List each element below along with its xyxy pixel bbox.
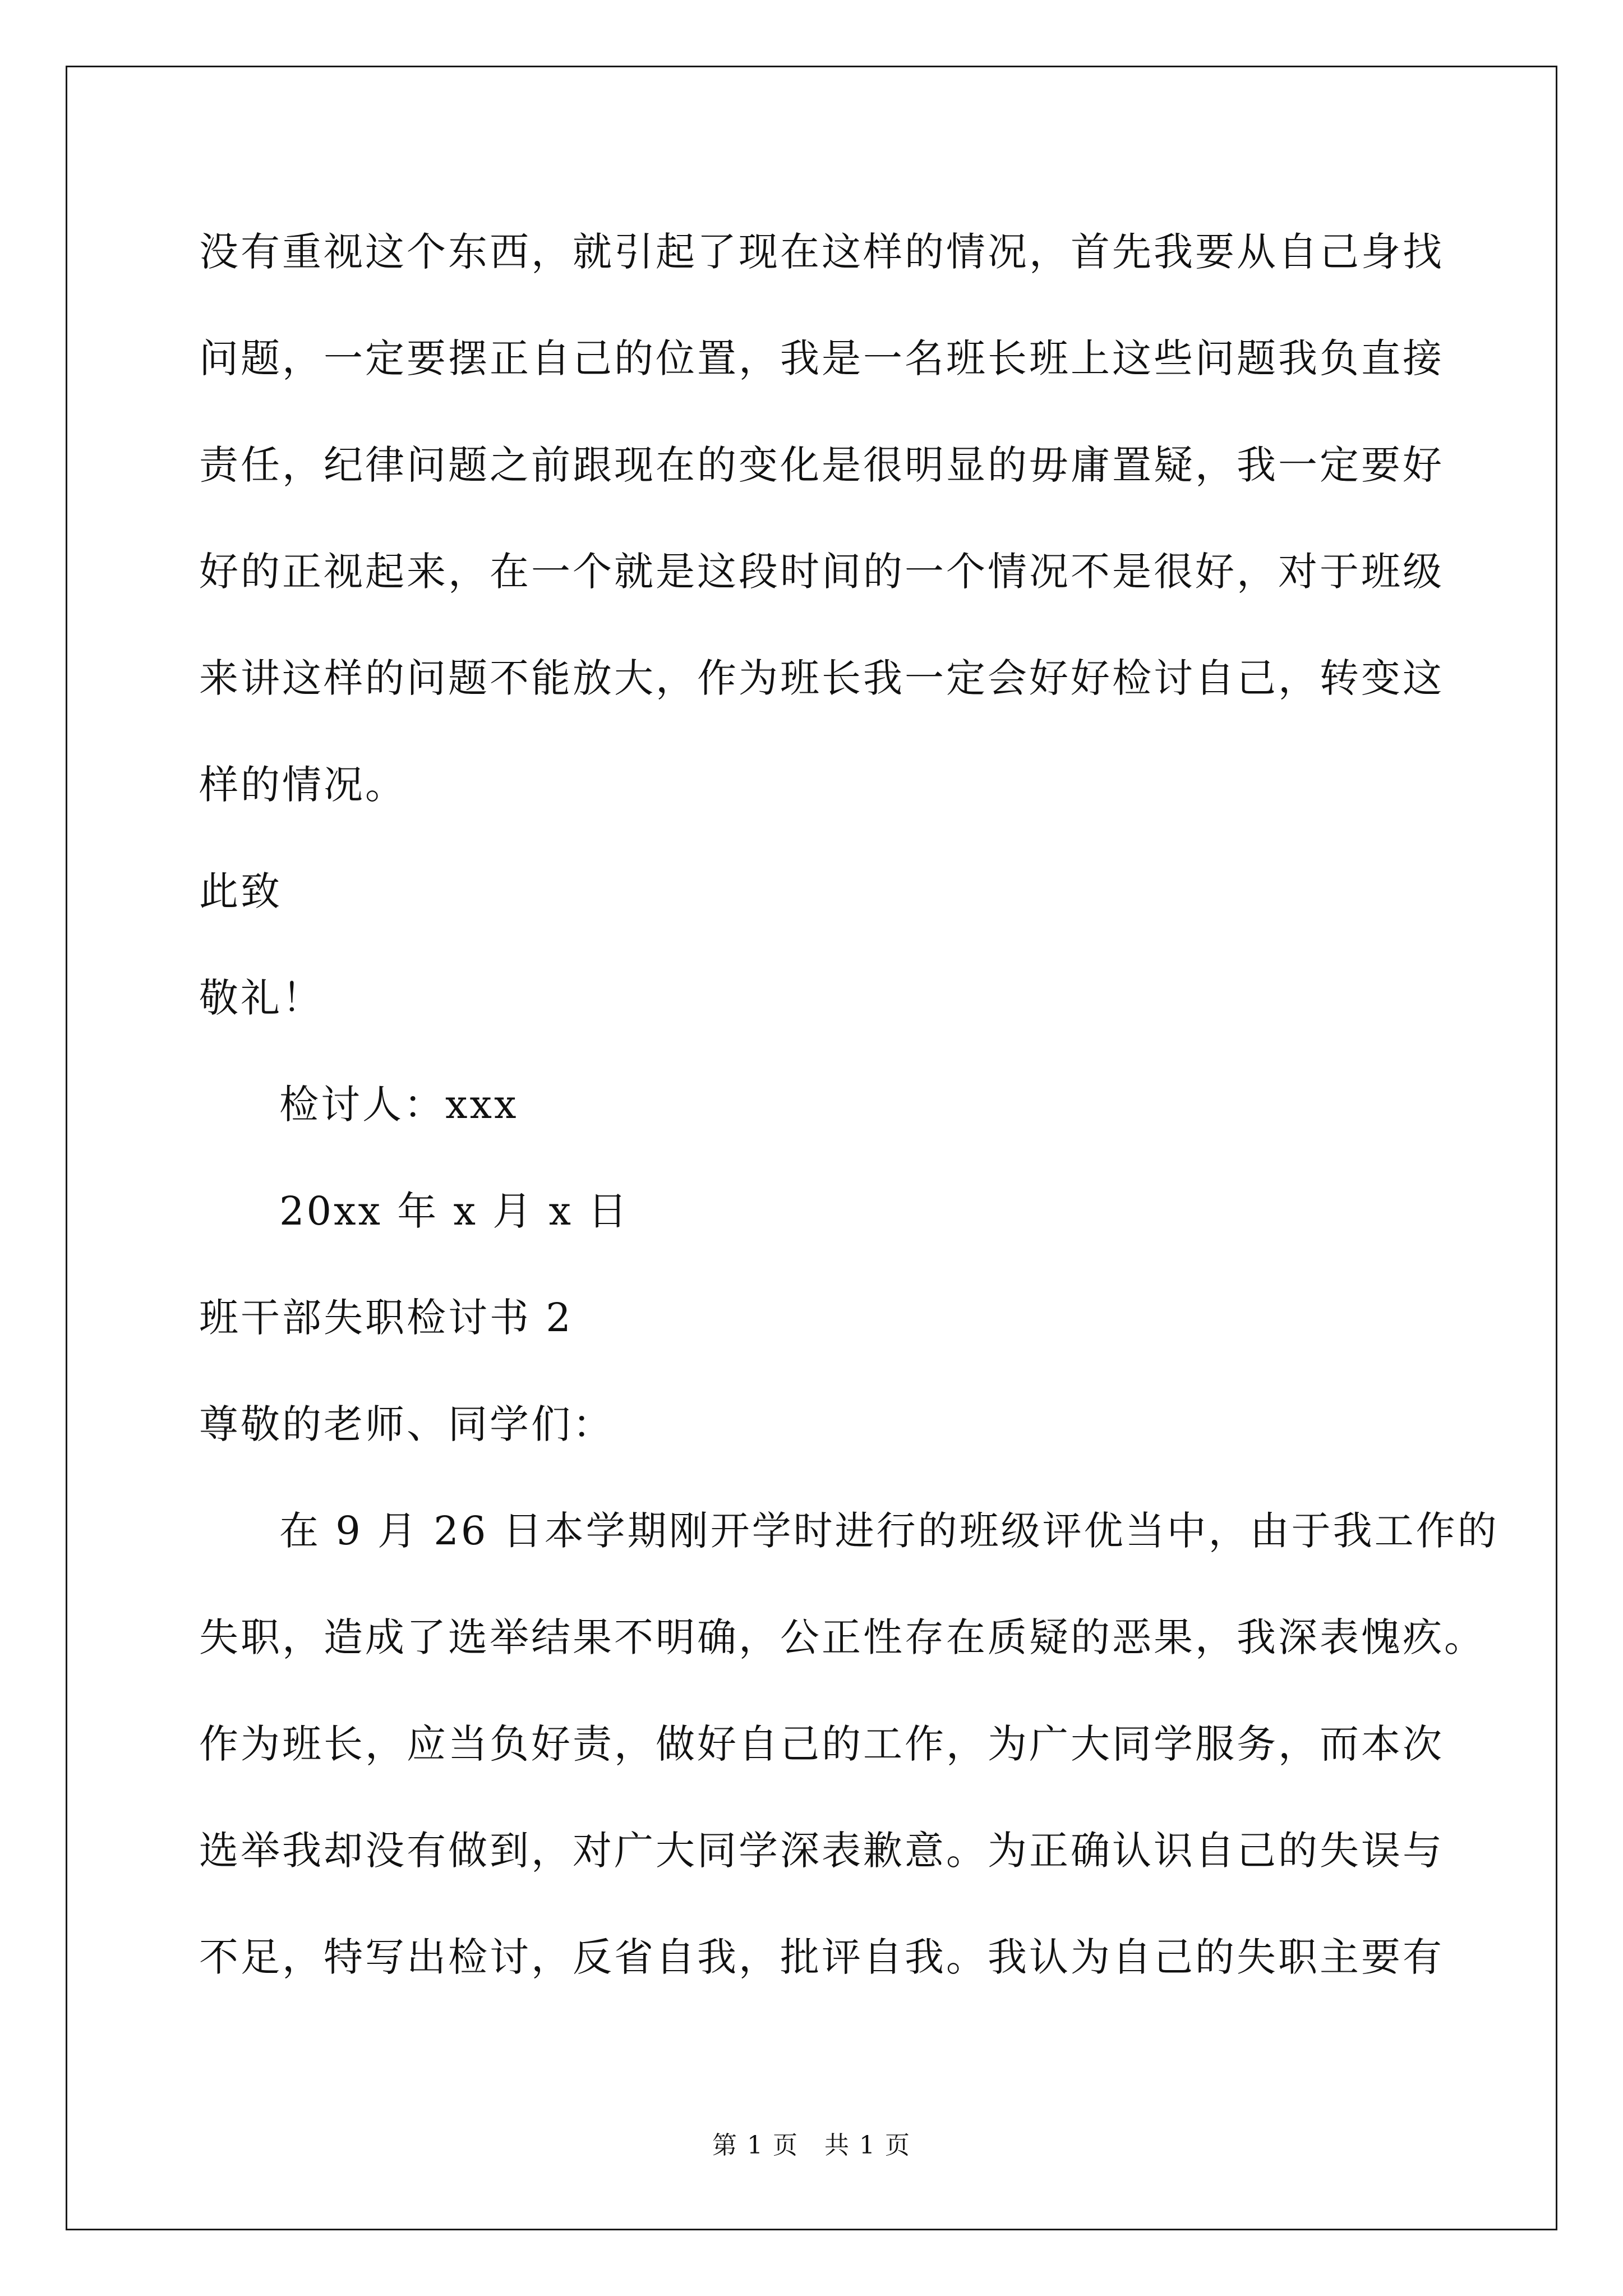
text-line: 好的正视起来，在一个就是这段时间的一个情况不是很好，对于班级 — [199, 549, 1444, 595]
text-line: 问题，一定要摆正自己的位置，我是一名班长班上这些问题我负直接 — [199, 335, 1444, 381]
text-line: 选举我却没有做到，对广大同学深表歉意。为正确认识自己的失误与 — [199, 1828, 1444, 1874]
signer-line: 检讨人：xxx — [279, 1082, 519, 1128]
text-line: 失职，造成了选举结果不明确，公正性存在质疑的恶果，我深表愧疚。 — [199, 1614, 1486, 1660]
page-number-footer: 第 1 页 共 1 页 — [712, 2131, 911, 2160]
text-line: 作为班长，应当负好责，做好自己的工作，为广大同学服务，而本次 — [199, 1721, 1444, 1767]
closing-salutation: 此致 — [199, 868, 282, 914]
page-border — [66, 66, 1557, 2230]
section-title: 班干部失职检讨书 2 — [199, 1295, 573, 1341]
text-line: 不足，特写出检讨，反省自我，批评自我。我认为自己的失职主要有 — [199, 1934, 1444, 1980]
text-line: 在 9 月 26 日本学期刚开学时进行的班级评优当中，由于我工作的 — [279, 1508, 1499, 1554]
date-line: 20xx 年 x 月 x 日 — [279, 1188, 630, 1234]
closing-regards: 敬礼！ — [199, 975, 324, 1021]
greeting-line: 尊敬的老师、同学们： — [199, 1401, 614, 1447]
text-line: 责任，纪律问题之前跟现在的变化是很明显的毋庸置疑，我一定要好 — [199, 442, 1444, 488]
text-line: 样的情况。 — [199, 762, 407, 808]
text-line: 没有重视这个东西，就引起了现在这样的情况，首先我要从自己身找 — [199, 229, 1444, 275]
text-line: 来讲这样的问题不能放大，作为班长我一定会好好检讨自己，转变这 — [199, 655, 1444, 701]
